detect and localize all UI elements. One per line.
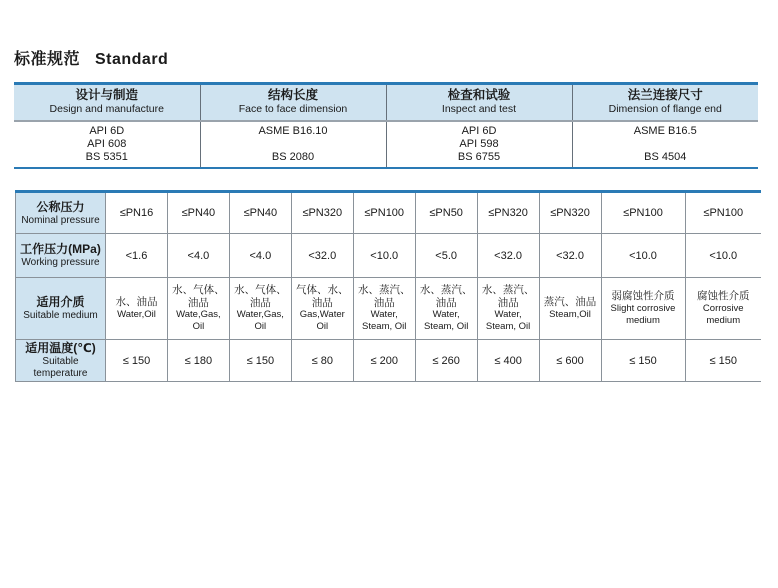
spec-cell: ≤PN40 [167, 192, 229, 234]
spec-cell-zh: 腐蚀性介质 [697, 290, 750, 303]
standards-header-zh: 检查和试验 [447, 88, 511, 103]
spec-cell: ≤ 150 [601, 340, 685, 382]
spec-cell: ≤ 150 [685, 340, 761, 382]
standards-column-header [14, 84, 200, 121]
spec-table [15, 190, 761, 382]
standards-header-row [14, 84, 758, 121]
spec-cell: <32.0 [477, 234, 539, 278]
standards-header-en: Inspect and test [441, 103, 517, 116]
spec-cell: <1.6 [106, 234, 168, 278]
spec-row-header [16, 340, 106, 382]
spec-row-header-en: Working pressure [21, 257, 100, 268]
standards-column-header [200, 84, 386, 121]
standards-cell-line: API 608 [87, 137, 127, 150]
spec-cell: <5.0 [415, 234, 477, 278]
spec-cell-en: Water, Steam, Oil [362, 309, 407, 332]
standards-cell-line: BS 4504 [644, 150, 687, 163]
standards-cell-line [205, 138, 382, 151]
spec-row-header-zh: 适用介质 [36, 295, 85, 309]
spec-cell: ≤ 180 [167, 340, 229, 382]
spec-cell: ≤ 200 [353, 340, 415, 382]
spec-cell: ≤ 80 [291, 340, 353, 382]
standards-column-header [572, 84, 758, 121]
spec-cell [685, 278, 761, 340]
standards-cell-line: BS 2080 [271, 150, 315, 163]
spec-cell [167, 278, 229, 340]
spec-row-header-zh: 适用温度(℃) [25, 341, 96, 355]
standards-cell [200, 121, 386, 168]
spec-cell: ≤PN100 [685, 192, 761, 234]
spec-cell-en: Corrosive medium [702, 302, 744, 326]
spec-cell-en: Water,Oil [117, 308, 156, 320]
standards-cell-line: API 6D [461, 124, 497, 137]
spec-cell: <4.0 [167, 234, 229, 278]
spec-cell: <32.0 [539, 234, 601, 278]
standards-cell-line: API 6D [89, 124, 125, 137]
standards-cell-line [577, 138, 755, 151]
spec-cell-en: Wate,Gas, Oil [176, 309, 221, 332]
standards-cell-line: ASME B16.10 [258, 124, 328, 137]
spec-cell [477, 278, 539, 340]
spec-cell: ≤ 600 [539, 340, 601, 382]
spec-row-header [16, 192, 106, 234]
spec-cell: ≤PN100 [601, 192, 685, 234]
standards-cell [14, 121, 200, 168]
spec-cell: <10.0 [353, 234, 415, 278]
standards-cell-line: ASME B16.5 [633, 124, 697, 137]
spec-row-header-en: Suitable temperature [33, 356, 88, 379]
spec-cell-en: Gas,Water Oil [299, 309, 345, 332]
spec-cell: <4.0 [229, 234, 291, 278]
spec-cell: ≤ 150 [106, 340, 168, 382]
spec-row-header [16, 278, 106, 340]
spec-table-body [16, 192, 762, 382]
standards-value-row [14, 121, 758, 168]
spec-row-header-en: Nominal pressure [21, 214, 100, 226]
spec-row-header-zh: 公称压力 [36, 199, 85, 214]
spec-cell-en: Slight corrosive medium [610, 302, 676, 326]
spec-cell: ≤PN16 [106, 192, 168, 234]
spec-cell: <10.0 [685, 234, 761, 278]
spec-cell [601, 278, 685, 340]
spec-row-header [16, 234, 106, 278]
spec-cell-en: Water,Gas, Oil [236, 309, 284, 332]
spec-cell: <32.0 [291, 234, 353, 278]
standards-cell-line: BS 6755 [457, 150, 501, 163]
standards-header-en: Face to face dimension [238, 103, 348, 116]
spec-cell: ≤PN320 [291, 192, 353, 234]
spec-row-nominal_pressure [16, 192, 762, 234]
spec-cell [353, 278, 415, 340]
standards-header-zh: 法兰连接尺寸 [627, 88, 703, 103]
spec-cell-zh: 水、蒸汽、油品 [357, 284, 411, 309]
page-title [14, 46, 168, 69]
spec-cell: ≤ 400 [477, 340, 539, 382]
spec-row-working_pressure [16, 234, 762, 278]
page-title-zh: 标准规范 [14, 51, 81, 68]
standards-header-zh: 结构长度 [267, 88, 318, 103]
standards-table [14, 82, 758, 169]
spec-cell [415, 278, 477, 340]
spec-cell-zh: 水、气体、油品 [234, 284, 287, 309]
spec-cell-zh: 蒸汽、油品 [543, 296, 597, 309]
spec-row-header-en: Suitable medium [23, 310, 98, 321]
spec-row-header-zh: 工作压力(MPa) [20, 242, 101, 256]
spec-cell-zh: 水、蒸汽、油品 [419, 284, 473, 309]
spec-cell: ≤ 260 [415, 340, 477, 382]
page-title-en: Standard [94, 51, 169, 68]
spec-cell: <10.0 [601, 234, 685, 278]
spec-cell: ≤PN320 [477, 192, 539, 234]
spec-cell [229, 278, 291, 340]
spec-cell [106, 278, 168, 340]
spec-cell-zh: 弱腐蚀性介质 [611, 290, 675, 303]
spec-cell: ≤PN320 [539, 192, 601, 234]
standards-header-zh: 设计与制造 [75, 88, 138, 103]
spec-row-suitable_medium [16, 278, 762, 340]
spec-cell-en: Water, Steam, Oil [423, 309, 469, 332]
standards-header-en: Dimension of flange end [608, 103, 722, 116]
standards-column-header [386, 84, 572, 121]
spec-cell-zh: 水、油品 [115, 296, 158, 309]
spec-cell-zh: 水、蒸汽、油品 [481, 284, 535, 309]
standards-cell [386, 121, 572, 168]
spec-cell [291, 278, 353, 340]
spec-cell-zh: 水、气体、油品 [172, 284, 225, 309]
spec-row-suitable_temperature [16, 340, 762, 382]
standards-cell [572, 121, 758, 168]
standards-cell-line: API 598 [459, 137, 499, 150]
standards-cell-line: BS 5351 [85, 150, 128, 163]
spec-cell [539, 278, 601, 340]
spec-cell: ≤PN50 [415, 192, 477, 234]
spec-cell: ≤PN40 [229, 192, 291, 234]
spec-cell: ≤PN100 [353, 192, 415, 234]
standards-header-en: Design and manufacture [49, 103, 164, 116]
spec-cell-en: Steam,Oil [549, 308, 591, 320]
spec-cell-zh: 气体、水、油品 [296, 284, 349, 309]
spec-cell: ≤ 150 [229, 340, 291, 382]
spec-cell-en: Water, Steam, Oil [485, 309, 531, 332]
